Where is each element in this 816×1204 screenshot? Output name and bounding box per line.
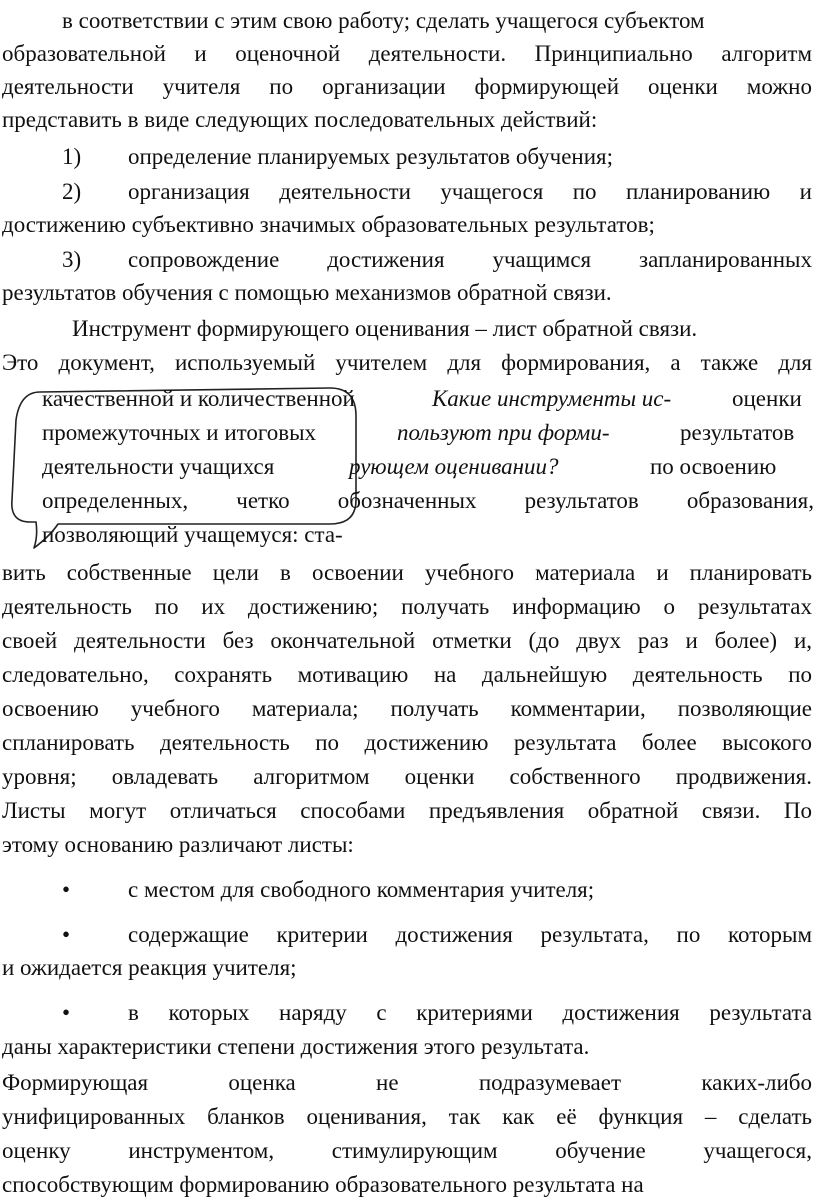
list-item-continuation: результатов обучения с помощью механизмов обратной связи. xyxy=(2,280,612,305)
bullet-icon: • xyxy=(62,1000,71,1025)
text-line: в соответствии с этим свою работу; сделать учащегося субъектом xyxy=(62,8,705,33)
callout-question-line: Какие инструменты ис- xyxy=(432,386,672,411)
text-line: деятельность по их достижению; получать информацию о результатах xyxy=(2,594,812,619)
text-line: спланировать деятельность по достижению результата более высокого xyxy=(2,730,812,755)
wrapped-line-left: деятельности учащихся xyxy=(42,454,275,479)
bullet-icon: • xyxy=(62,877,71,902)
bullet-item-continuation: и ожидается реакция учителя; xyxy=(2,955,297,980)
bullet-item xyxy=(0,918,816,952)
text-line: освоению учебного материала; получать комментарии, позволяющие xyxy=(2,696,812,721)
text-line: Формирующая оценка не подразумевает каких-либо xyxy=(2,1070,812,1095)
bullet-item xyxy=(0,873,816,907)
wrapped-line-left: качественной и количественной xyxy=(42,386,355,411)
wrapped-line xyxy=(42,450,814,484)
text-line: представить в виде следующих последовательных действий: xyxy=(2,107,598,132)
list-number: 2) xyxy=(62,179,82,204)
bullet-item-continuation: даны характеристики степени достижения этого результата. xyxy=(2,1034,590,1059)
list-item xyxy=(0,175,816,209)
bullet-icon: • xyxy=(62,922,71,947)
list-text: организация деятельности учащегося по планированию и xyxy=(128,179,812,204)
bullet-text: с местом для свободного комментария учителя; xyxy=(128,877,595,902)
wrapped-line: определенных, четко обозначенных результатов образования, xyxy=(42,488,814,513)
text-line: Листы могут отличаться способами предъявления обратной связи. По xyxy=(2,798,812,823)
text-line: своей деятельности без окончательной отметки (до двух раз и более) и, xyxy=(2,628,812,653)
text-line: Это документ, используемый учителем для формирования, а также для xyxy=(2,350,812,375)
wrapped-line xyxy=(42,382,814,416)
text-line: образовательной и оценочной деятельности. Принципиально алгоритм xyxy=(2,41,812,66)
bullet-text: в которых наряду с критериями достижения результата xyxy=(128,1000,812,1025)
wrapped-line-right: результатов xyxy=(680,420,795,445)
list-number: 3) xyxy=(62,247,82,272)
paragraph-heading-line: Инструмент формирующего оценивания – лист обратной связи. xyxy=(72,316,698,341)
wrapped-line: позволяющий учащемуся: ста- xyxy=(42,522,343,547)
text-line: оценку инструментом, стимулирующим обучение учащегося, xyxy=(2,1138,812,1163)
wrapped-line-right: оценки xyxy=(732,386,802,411)
text-line: унифицированных бланков оценивания, так как её функция – сделать xyxy=(2,1104,812,1129)
wrapped-line-left: промежуточных и итоговых xyxy=(42,420,317,445)
list-number: 1) xyxy=(62,144,82,169)
list-item-continuation: достижению субъективно значимых образовательных результатов; xyxy=(2,212,655,237)
wrapped-line xyxy=(42,416,814,450)
text-line: уровня; овладевать алгоритмом оценки собственного продвижения. xyxy=(2,764,812,789)
text-line: вить собственные цели в освоении учебного материала и планировать xyxy=(2,560,812,585)
list-item xyxy=(0,243,816,277)
bullet-text: содержащие критерии достижения результата, по которым xyxy=(128,922,812,947)
list-text: сопровождение достижения учащимся запланированных xyxy=(128,247,812,272)
text-line: деятельности учителя по организации формирующей оценки можно xyxy=(2,74,812,99)
text-line: следовательно, сохранять мотивацию на дальнейшую деятельность по xyxy=(2,662,812,687)
text-line: этому основанию различают листы: xyxy=(2,832,354,857)
bullet-item xyxy=(0,996,816,1030)
callout-question-line: пользуют при форми- xyxy=(397,420,610,445)
text-line: способствующим формированию образовательного результата на xyxy=(2,1172,644,1197)
list-item xyxy=(0,140,816,174)
wrapped-line-right: по освоению xyxy=(650,454,777,479)
list-text: определение планируемых результатов обучения; xyxy=(128,144,614,169)
callout-question-line: рующем оценивании? xyxy=(349,454,559,479)
